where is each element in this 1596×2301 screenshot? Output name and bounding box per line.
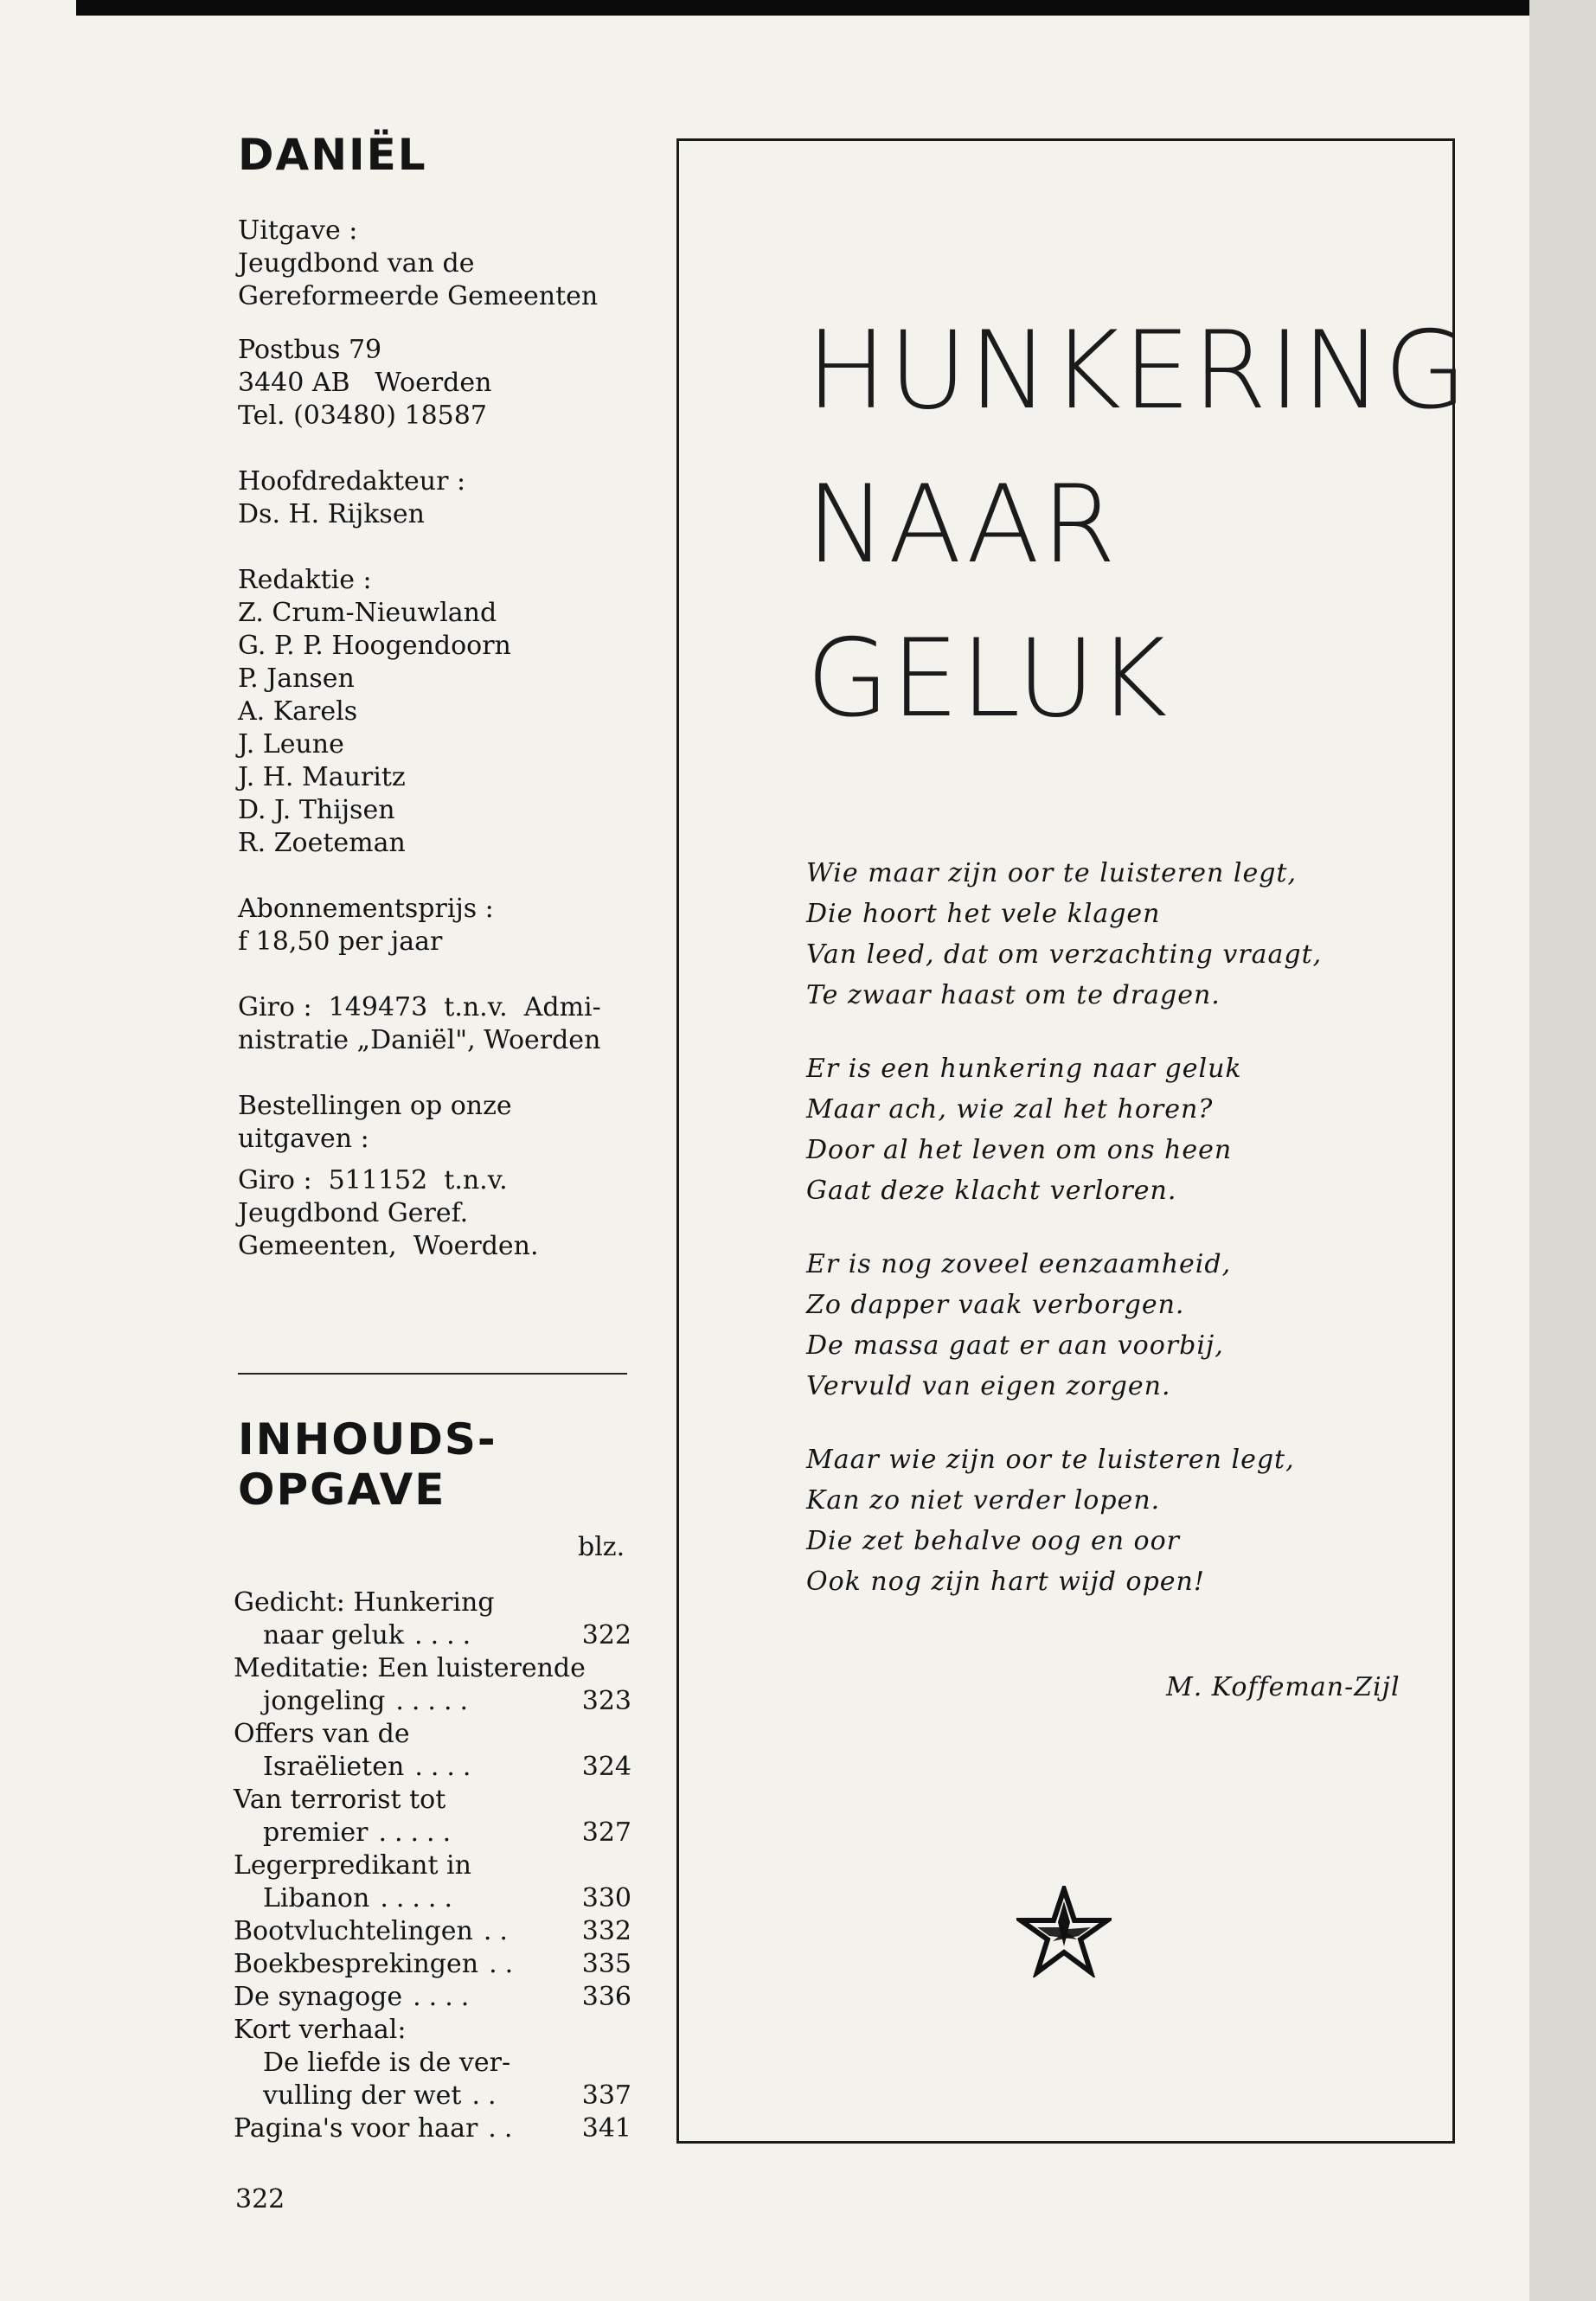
address-line: Postbus 79	[238, 335, 382, 365]
toc-page: 322	[581, 1620, 631, 1650]
toc-line	[234, 1948, 631, 1981]
poem-title-line: GELUK	[806, 617, 1170, 741]
toc-page: 323	[581, 1686, 631, 1716]
editorial-member: Z. Crum-Nieuwland	[238, 598, 497, 628]
poem-line: Er is een hunkering naar geluk	[806, 1054, 1242, 1084]
editor-in-chief: Ds. H. Rijksen	[238, 499, 425, 529]
toc-dots: ....	[414, 1752, 479, 1782]
toc-text: Boekbesprekingen	[234, 1949, 479, 1979]
page-number: 322	[235, 2184, 285, 2214]
toc-page: 332	[581, 1916, 631, 1946]
poem-line: Maar wie zijn oor te luisteren legt,	[806, 1445, 1295, 1475]
orders-line: Bestellingen op onze	[238, 1091, 512, 1121]
toc-dots: .....	[378, 1817, 459, 1848]
poem-line: Die zet behalve oog en oor	[806, 1526, 1181, 1556]
toc-dots: ..	[488, 2113, 521, 2144]
toc-dots: ..	[483, 1916, 516, 1946]
poem-line: Er is nog zoveel eenzaamheid,	[806, 1249, 1232, 1279]
address-line: 3440 AB Woerden	[238, 368, 492, 398]
toc-dots: .....	[395, 1686, 477, 1716]
address-line: Tel. (03480) 18587	[238, 401, 487, 431]
contents-heading-line: OPGAVE	[238, 1465, 446, 1515]
toc-text: premier	[263, 1817, 369, 1848]
poem-stanza	[806, 853, 1429, 1016]
editorial-member: D. J. Thijsen	[238, 795, 395, 825]
poem-line: Gaat deze klacht verloren.	[806, 1176, 1177, 1206]
poem-line: Wie maar zijn oor te luisteren legt,	[806, 858, 1298, 888]
publisher-line: Gereformeerde Gemeenten	[238, 281, 599, 311]
toc-page: 324	[581, 1752, 631, 1782]
poem-line: Maar ach, wie zal het horen?	[806, 1094, 1214, 1125]
poem-line: Die hoort het vele klagen	[806, 899, 1161, 929]
poem-line: Door al het leven om ons heen	[806, 1135, 1233, 1165]
toc-text: naar geluk	[263, 1620, 405, 1650]
poem-line: Ook nog zijn hart wijd open!	[806, 1567, 1205, 1597]
toc-line	[234, 2014, 631, 2047]
giro-line: Giro : 149473 t.n.v. Admi-	[238, 992, 601, 1022]
poem-line: Kan zo niet verder lopen.	[806, 1485, 1161, 1516]
poem-line: Vervuld van eigen zorgen.	[806, 1371, 1171, 1401]
orders-line: uitgaven :	[238, 1124, 369, 1154]
section-divider	[238, 1373, 627, 1375]
orders-giro-line: Giro : 511152 t.n.v.	[238, 1165, 508, 1195]
toc-text: De synagoge	[234, 1982, 403, 2012]
toc-text: Offers van de	[234, 1719, 410, 1749]
page-column-label: blz.	[578, 1532, 625, 1562]
subscription-label: Abonnementsprijs :	[238, 894, 494, 924]
toc-line	[234, 2080, 631, 2112]
top-border-bar	[76, 0, 1531, 16]
toc-page: 330	[581, 1883, 631, 1913]
toc-text: De liefde is de ver-	[263, 2048, 511, 2078]
toc-line	[234, 1784, 631, 1817]
publisher-label: Uitgave :	[238, 215, 358, 246]
orders-giro-line: Gemeenten, Woerden.	[238, 1231, 539, 1261]
poem-line: Van leed, dat om verzachting vraagt,	[806, 939, 1323, 970]
toc-text: Meditatie: Een luisterende	[234, 1653, 586, 1683]
toc-text: Kort verhaal:	[234, 2015, 407, 2045]
editorial-member: A. Karels	[238, 696, 358, 727]
editor-in-chief-label: Hoofdredakteur :	[238, 466, 466, 497]
toc-text: Bootvluchtelingen	[234, 1916, 473, 1946]
toc-line	[234, 1849, 631, 1882]
editorial-member: R. Zoeteman	[238, 828, 406, 858]
star-icon	[1016, 1886, 1112, 1977]
magazine-title: DANIËL	[238, 130, 427, 180]
toc-dots: .....	[380, 1883, 460, 1913]
editorial-member: G. P. P. Hoogendoorn	[238, 631, 511, 661]
toc-page: 336	[581, 1982, 631, 2012]
toc-text: Libanon	[263, 1883, 370, 1913]
poem-line: Te zwaar haast om te dragen.	[806, 980, 1221, 1010]
colophon	[238, 130, 644, 1263]
toc-dots: ....	[414, 1620, 479, 1650]
poem-stanza	[806, 1244, 1429, 1407]
poem-line: De massa gaat er aan voorbij,	[806, 1330, 1224, 1361]
toc-line	[234, 1586, 631, 1619]
toc-line	[234, 1619, 631, 1652]
toc-text: jongeling	[263, 1686, 386, 1716]
toc-text: Pagina's voor haar	[234, 2113, 478, 2144]
poem-title-line: HUNKERING	[806, 309, 1469, 433]
toc-line	[234, 1751, 631, 1784]
editorial-label: Redaktie :	[238, 565, 372, 595]
toc-dots: ....	[413, 1982, 478, 2012]
giro-line: nistratie „Daniël", Woerden	[238, 1025, 601, 1055]
toc-dots: ..	[471, 2080, 504, 2111]
toc-line	[234, 1685, 631, 1718]
poem-stanza	[806, 1439, 1429, 1602]
toc-page: 341	[581, 2113, 631, 2144]
contents-heading	[238, 1414, 644, 1515]
poem-title-line: NAAR	[806, 463, 1118, 587]
toc-line	[234, 1817, 631, 1849]
subscription-price: f 18,50 per jaar	[238, 926, 443, 957]
toc-text: Gedicht: Hunkering	[234, 1587, 495, 1618]
table-of-contents	[234, 1586, 631, 2145]
editorial-member: P. Jansen	[238, 663, 355, 694]
poem-title	[806, 294, 1469, 756]
editorial-member: J. Leune	[238, 729, 344, 760]
toc-line	[234, 1981, 631, 2014]
toc-text: Van terrorist tot	[234, 1785, 446, 1815]
toc-line	[234, 1652, 631, 1685]
toc-line	[234, 2047, 631, 2080]
poem-stanza	[806, 1048, 1429, 1211]
editorial-member: J. H. Mauritz	[238, 762, 406, 792]
toc-page: 335	[581, 1949, 631, 1979]
publisher-line: Jeugdbond van de	[238, 248, 475, 279]
contents-heading-line: INHOUDS-	[238, 1414, 497, 1465]
poem-author: M. Koffeman-Zijl	[1166, 1672, 1401, 1702]
toc-text: Israëlieten	[263, 1752, 405, 1782]
scan-edge-shade	[1529, 0, 1596, 2301]
poem-line: Zo dapper vaak verborgen.	[806, 1290, 1185, 1320]
toc-line	[234, 1915, 631, 1948]
toc-line	[234, 2112, 631, 2145]
toc-dots: ..	[489, 1949, 522, 1979]
toc-page: 327	[581, 1817, 631, 1848]
toc-line	[234, 1882, 631, 1915]
toc-text: Legerpredikant in	[234, 1850, 471, 1881]
toc-text: vulling der wet	[263, 2080, 462, 2111]
toc-line	[234, 1718, 631, 1751]
poem-body	[806, 853, 1429, 1635]
orders-giro-line: Jeugdbond Geref.	[238, 1198, 469, 1228]
toc-page: 337	[581, 2080, 631, 2111]
